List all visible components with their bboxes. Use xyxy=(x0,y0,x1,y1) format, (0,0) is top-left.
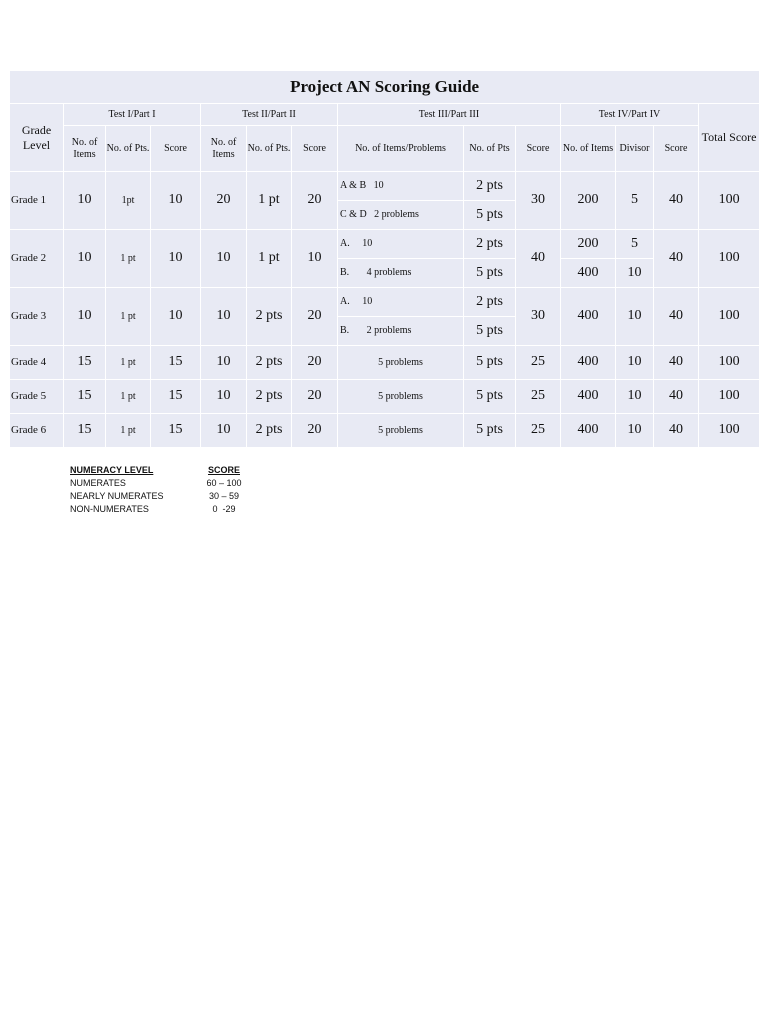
t2-pts-header: No. of Pts. xyxy=(247,126,292,172)
legend-row xyxy=(70,503,254,516)
t1-pts: 1 pt xyxy=(106,346,151,380)
t2-score: 10 xyxy=(292,230,338,288)
t4-divisor: 10 xyxy=(616,346,654,380)
t3-score-header: Score xyxy=(516,126,561,172)
t3-item-a: A & B 10 xyxy=(338,172,464,201)
t4-divisor: 10 xyxy=(616,380,654,414)
t1-items: 15 xyxy=(64,414,106,448)
t2-items: 20 xyxy=(201,172,247,230)
t4-items: 200 xyxy=(561,172,616,230)
table-row xyxy=(10,172,760,201)
t3-pts-a: 2 pts xyxy=(464,288,516,317)
table-title: Project AN Scoring Guide xyxy=(10,71,760,104)
t2-pts: 1 pt xyxy=(247,230,292,288)
t1-items: 10 xyxy=(64,230,106,288)
grade-label: Grade 5 xyxy=(10,380,64,414)
t1-items: 10 xyxy=(64,172,106,230)
scoring-guide-table xyxy=(9,70,760,448)
t4-divisor-b: 10 xyxy=(616,259,654,288)
grade-label: Grade 2 xyxy=(10,230,64,288)
t2-items: 10 xyxy=(201,230,247,288)
t4-divisor: 5 xyxy=(616,172,654,230)
t4-score: 40 xyxy=(654,380,699,414)
t1-pts: 1pt xyxy=(106,172,151,230)
legend-header-level: NUMERACY LEVEL xyxy=(70,465,154,475)
table-row xyxy=(10,380,760,414)
t4-divisor-a: 5 xyxy=(616,230,654,259)
grade-label: Grade 1 xyxy=(10,172,64,230)
t2-items: 10 xyxy=(201,414,247,448)
t3-score: 25 xyxy=(516,414,561,448)
t3-items-header: No. of Items/Problems xyxy=(338,126,464,172)
t4-items: 400 xyxy=(561,288,616,346)
t1-items: 15 xyxy=(64,346,106,380)
grade-label: Grade 6 xyxy=(10,414,64,448)
t4-score-header: Score xyxy=(654,126,699,172)
t4-divisor: 10 xyxy=(616,414,654,448)
total-score-header: Total Score xyxy=(699,104,760,172)
t1-score: 15 xyxy=(151,346,201,380)
t4-score: 40 xyxy=(654,172,699,230)
legend-level: NEARLY NUMERATES xyxy=(70,491,164,501)
t2-score: 20 xyxy=(292,172,338,230)
test1-header: Test I/Part I xyxy=(64,104,201,126)
t2-score: 20 xyxy=(292,414,338,448)
t3-pts-a: 2 pts xyxy=(464,230,516,259)
t4-items: 400 xyxy=(561,346,616,380)
total-score: 100 xyxy=(699,172,760,230)
t1-score-header: Score xyxy=(151,126,201,172)
legend-score: 60 – 100 xyxy=(206,478,242,488)
t4-divisor: 10 xyxy=(616,288,654,346)
total-score: 100 xyxy=(699,380,760,414)
total-score: 100 xyxy=(699,414,760,448)
t2-score: 20 xyxy=(292,346,338,380)
t4-items-b: 400 xyxy=(561,259,616,288)
t3-score: 30 xyxy=(516,172,561,230)
t3-pts: 5 pts xyxy=(464,414,516,448)
t3-pts-a: 2 pts xyxy=(464,172,516,201)
t1-pts: 1 pt xyxy=(106,380,151,414)
t2-pts: 2 pts xyxy=(247,414,292,448)
grade-label: Grade 3 xyxy=(10,288,64,346)
t1-pts-header: No. of Pts. xyxy=(106,126,151,172)
test4-header: Test IV/Part IV xyxy=(561,104,699,126)
t1-score: 10 xyxy=(151,172,201,230)
t4-items-a: 200 xyxy=(561,230,616,259)
t2-score: 20 xyxy=(292,288,338,346)
t2-pts: 2 pts xyxy=(247,380,292,414)
t4-items: 400 xyxy=(561,414,616,448)
t3-item-a: A. 10 xyxy=(338,288,464,317)
t3-pts: 5 pts xyxy=(464,380,516,414)
test2-header: Test II/Part II xyxy=(201,104,338,126)
t1-items: 10 xyxy=(64,288,106,346)
t1-pts: 1 pt xyxy=(106,230,151,288)
t1-score: 10 xyxy=(151,230,201,288)
t3-pts-header: No. of Pts xyxy=(464,126,516,172)
t1-pts: 1 pt xyxy=(106,288,151,346)
grade-label: Grade 4 xyxy=(10,346,64,380)
t2-score-header: Score xyxy=(292,126,338,172)
test3-header: Test III/Part III xyxy=(338,104,561,126)
legend-level: NUMERATES xyxy=(70,478,126,488)
numeracy-legend xyxy=(70,464,254,516)
t4-score: 40 xyxy=(654,288,699,346)
t3-pts-b: 5 pts xyxy=(464,259,516,288)
t2-pts: 1 pt xyxy=(247,172,292,230)
t4-items: 400 xyxy=(561,380,616,414)
t4-items-header: No. of Items xyxy=(561,126,616,172)
t3-item-a: A. 10 xyxy=(338,230,464,259)
t2-pts: 2 pts xyxy=(247,346,292,380)
grade-level-header: Grade Level xyxy=(10,104,64,172)
legend-header-score: SCORE xyxy=(207,465,240,475)
legend-score: 30 – 59 xyxy=(208,491,240,501)
t2-items: 10 xyxy=(201,288,247,346)
t3-items: 5 problems xyxy=(338,346,464,380)
t3-item-b: C & D 2 problems xyxy=(338,201,464,230)
t2-items-header: No. of Items xyxy=(201,126,247,172)
t1-items: 15 xyxy=(64,380,106,414)
table-row xyxy=(10,346,760,380)
total-score: 100 xyxy=(699,230,760,288)
t2-pts: 2 pts xyxy=(247,288,292,346)
t3-score: 30 xyxy=(516,288,561,346)
t3-pts: 5 pts xyxy=(464,346,516,380)
t3-score: 40 xyxy=(516,230,561,288)
legend-row xyxy=(70,477,254,490)
table-row xyxy=(10,230,760,259)
t1-pts: 1 pt xyxy=(106,414,151,448)
table-row xyxy=(10,288,760,317)
t4-divisor-header: Divisor xyxy=(616,126,654,172)
t3-items: 5 problems xyxy=(338,380,464,414)
t2-score: 20 xyxy=(292,380,338,414)
t2-items: 10 xyxy=(201,380,247,414)
total-score: 100 xyxy=(699,346,760,380)
t4-score: 40 xyxy=(654,414,699,448)
t3-items: 5 problems xyxy=(338,414,464,448)
t1-score: 15 xyxy=(151,380,201,414)
legend-row xyxy=(70,490,254,503)
t1-score: 10 xyxy=(151,288,201,346)
t3-item-b: B. 2 problems xyxy=(338,317,464,346)
t4-score: 40 xyxy=(654,230,699,288)
t2-items: 10 xyxy=(201,346,247,380)
total-score: 100 xyxy=(699,288,760,346)
legend-level: NON-NUMERATES xyxy=(70,504,149,514)
t1-score: 15 xyxy=(151,414,201,448)
t3-score: 25 xyxy=(516,380,561,414)
t3-pts-b: 5 pts xyxy=(464,201,516,230)
table-row xyxy=(10,414,760,448)
t3-score: 25 xyxy=(516,346,561,380)
t4-score: 40 xyxy=(654,346,699,380)
t3-item-b: B. 4 problems xyxy=(338,259,464,288)
legend-score: 0 -29 xyxy=(212,504,236,514)
t3-pts-b: 5 pts xyxy=(464,317,516,346)
t1-items-header: No. of Items xyxy=(64,126,106,172)
